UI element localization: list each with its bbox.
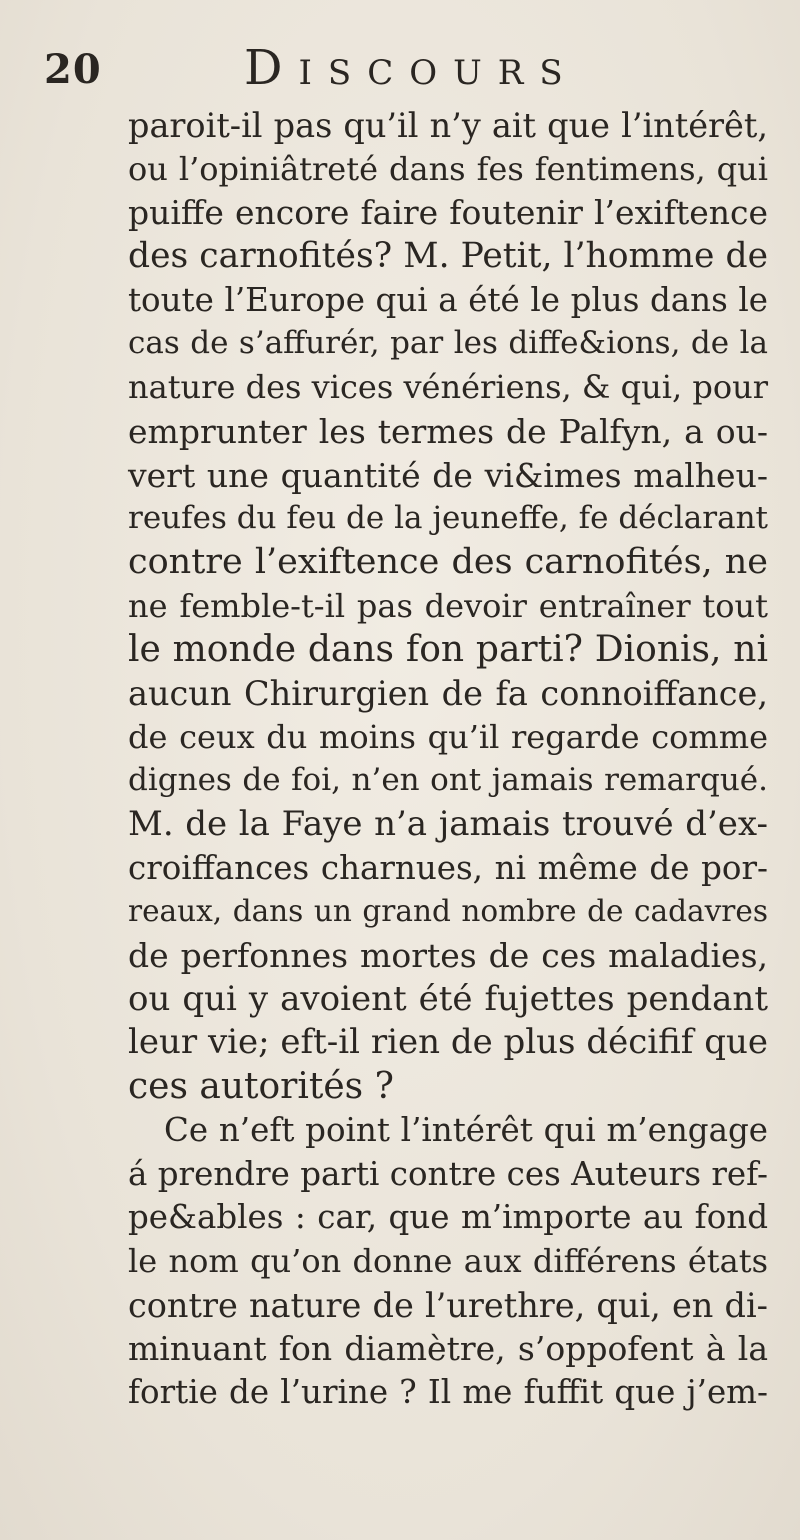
text-line: ou qui y avoient été fujettes pendant xyxy=(128,978,768,1019)
text-line: contre l’exiftence des carnofités, ne xyxy=(128,541,768,582)
text-line: fortie de l’urine ? Il me fuffit que j’em- xyxy=(128,1372,768,1411)
text-line: M. de la Faye n’a jamais trouvé d’ex- xyxy=(128,804,768,844)
text-line: nature des vices vénériens, & qui, pour xyxy=(128,368,768,407)
text-line: aucun Chirurgien de fa connoiffance, xyxy=(128,673,768,713)
text-line: Ce n’eft point l’intérêt qui m’engage xyxy=(164,1110,768,1149)
text-line: cas de s’affurér, par les diffe&ions, de la xyxy=(128,325,768,362)
text-line: contre nature de l’urethre, qui, en di- xyxy=(128,1285,768,1325)
text-line: dignes de foi, n’en ont jamais remarqué. xyxy=(128,762,768,799)
page-number: 20 xyxy=(44,46,102,93)
text-line: leur vie; eft-il rien de plus décifif que xyxy=(128,1022,768,1063)
text-line: emprunter les termes de Palfyn, a ou- xyxy=(128,411,768,451)
text-line: des carnofités? M. Petit, l’homme de xyxy=(128,236,768,277)
text-line: ne femble-t-il pas devoir entraîner tout xyxy=(128,586,768,625)
running-title: Discours xyxy=(244,40,579,96)
text-line: de perfonnes mortes de ces maladies, xyxy=(128,936,768,976)
text-line: le monde dans fon parti? Dionis, ni xyxy=(128,629,768,671)
body-text xyxy=(128,104,768,1415)
page-header xyxy=(44,40,744,100)
text-line: vert une quantité de vi&imes malheu- xyxy=(128,455,768,495)
text-line: de ceux du moins qu’il regarde comme xyxy=(128,717,768,756)
text-line: minuant fon diamètre, s’oppofent à la xyxy=(128,1329,768,1369)
text-line: á prendre parti contre ces Auteurs ref- xyxy=(128,1154,768,1193)
text-line: ou l’opiniâtreté dans fes fentimens, qui xyxy=(128,149,768,188)
text-line: le nom qu’on donne aux différens états xyxy=(128,1241,768,1280)
text-line: pe&ables : car, que m’importe au fond xyxy=(128,1198,768,1237)
text-line: puiffe encore faire foutenir l’exiftence xyxy=(128,193,768,233)
text-line: croiffances charnues, ni même de por- xyxy=(128,848,768,887)
text-line: paroit-il pas qu’il n’y ait que l’intérêt, xyxy=(128,106,768,145)
text-line: reaux, dans un grand nombre de cadavres xyxy=(128,894,768,929)
text-line: toute l’Europe qui a été le plus dans le xyxy=(128,280,768,319)
text-line: ces autorités ? xyxy=(128,1066,394,1108)
text-line: reufes du feu de la jeuneffe, fe déclarant xyxy=(128,500,768,537)
